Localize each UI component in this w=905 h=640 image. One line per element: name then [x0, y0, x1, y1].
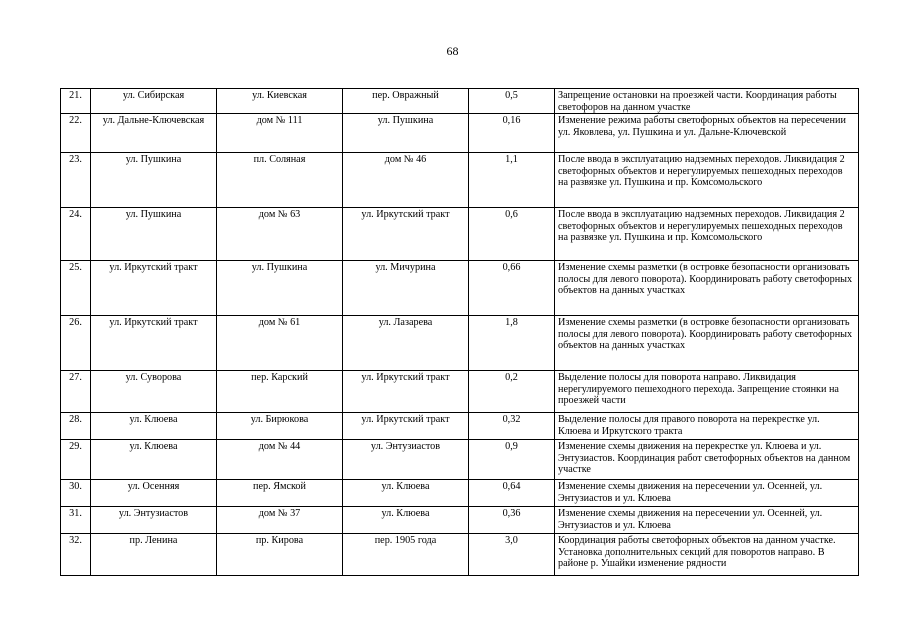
to-cell: ул. Иркутский тракт: [343, 371, 469, 413]
measure-cell: Изменение схемы разметки (в островке безопасности организовать полосы для левого поворота). Координировать работу светофорных объектов на данных участках: [555, 261, 859, 316]
street-cell: ул. Дальне-Ключевская: [91, 114, 217, 153]
to-cell: ул. Клюева: [343, 480, 469, 507]
length-cell: 0,36: [469, 507, 555, 534]
to-cell: ул. Клюева: [343, 507, 469, 534]
to-cell: ул. Энтузиастов: [343, 440, 469, 480]
from-cell: пер. Ямской: [217, 480, 343, 507]
measure-cell: Изменение схемы движения на перекрестке ул. Клюева и ул. Энтузиастов. Координация работ светофорных объектов на данном участке: [555, 440, 859, 480]
table-row: [61, 371, 859, 413]
measure-cell: Выделение полосы для поворота направо. Ликвидация нерегулируемого пешеходного перехода. Запрещение стоянки на проезжей части: [555, 371, 859, 413]
street-cell: ул. Осенняя: [91, 480, 217, 507]
table-row: [61, 208, 859, 261]
table-row: [61, 316, 859, 371]
street-cell: ул. Суворова: [91, 371, 217, 413]
from-cell: пер. Карский: [217, 371, 343, 413]
street-cell: ул. Иркутский тракт: [91, 261, 217, 316]
length-cell: 3,0: [469, 534, 555, 576]
measure-cell: Изменение режима работы светофорных объектов на пересечении ул. Яковлева, ул. Пушкина и ул. Дальне-Ключевской: [555, 114, 859, 153]
from-cell: ул. Киевская: [217, 89, 343, 114]
road-measures-table: [60, 88, 859, 576]
to-cell: ул. Мичурина: [343, 261, 469, 316]
from-cell: дом № 111: [217, 114, 343, 153]
table-row: [61, 480, 859, 507]
page-number: 68: [446, 44, 459, 58]
row-number: 29.: [61, 440, 91, 480]
street-cell: ул. Пушкина: [91, 153, 217, 208]
length-cell: 0,66: [469, 261, 555, 316]
from-cell: пр. Кирова: [217, 534, 343, 576]
to-cell: дом № 46: [343, 153, 469, 208]
row-number: 28.: [61, 413, 91, 440]
street-cell: ул. Клюева: [91, 413, 217, 440]
length-cell: 0,5: [469, 89, 555, 114]
length-cell: 0,16: [469, 114, 555, 153]
table-row: [61, 261, 859, 316]
measure-cell: Изменение схемы разметки (в островке безопасности организовать полосы для левого поворота). Координировать работу светофорных объектов на данных участках: [555, 316, 859, 371]
row-number: 23.: [61, 153, 91, 208]
measure-cell: Изменение схемы движения на пересечении ул. Осенней, ул. Энтузиастов и ул. Клюева: [555, 507, 859, 534]
table-row: [61, 114, 859, 153]
to-cell: ул. Лазарева: [343, 316, 469, 371]
table-row: [61, 153, 859, 208]
to-cell: ул. Иркутский тракт: [343, 413, 469, 440]
from-cell: ул. Бирюкова: [217, 413, 343, 440]
street-cell: ул. Сибирская: [91, 89, 217, 114]
length-cell: 1,1: [469, 153, 555, 208]
to-cell: ул. Пушкина: [343, 114, 469, 153]
row-number: 32.: [61, 534, 91, 576]
row-number: 30.: [61, 480, 91, 507]
street-cell: ул. Энтузиастов: [91, 507, 217, 534]
measure-cell: Выделение полосы для правого поворота на перекрестке ул. Клюева и Иркутского тракта: [555, 413, 859, 440]
measure-cell: Запрещение остановки на проезжей части. Координация работы светофоров на данном участке: [555, 89, 859, 114]
from-cell: пл. Соляная: [217, 153, 343, 208]
table-row: [61, 440, 859, 480]
to-cell: ул. Иркутский тракт: [343, 208, 469, 261]
table-row: [61, 89, 859, 114]
table-row: [61, 413, 859, 440]
from-cell: ул. Пушкина: [217, 261, 343, 316]
table-row: [61, 534, 859, 576]
row-number: 27.: [61, 371, 91, 413]
row-number: 22.: [61, 114, 91, 153]
length-cell: 0,32: [469, 413, 555, 440]
length-cell: 0,2: [469, 371, 555, 413]
measure-cell: Координация работы светофорных объектов на данном участке. Установка дополнительных секций для поворотов направо. В районе р. Ушайки изменение рядности: [555, 534, 859, 576]
to-cell: пер. Овражный: [343, 89, 469, 114]
row-number: 24.: [61, 208, 91, 261]
table-row: [61, 507, 859, 534]
length-cell: 0,6: [469, 208, 555, 261]
row-number: 21.: [61, 89, 91, 114]
row-number: 25.: [61, 261, 91, 316]
row-number: 31.: [61, 507, 91, 534]
street-cell: ул. Пушкина: [91, 208, 217, 261]
from-cell: дом № 37: [217, 507, 343, 534]
length-cell: 0,9: [469, 440, 555, 480]
row-number: 26.: [61, 316, 91, 371]
measure-cell: После ввода в эксплуатацию надземных переходов. Ликвидация 2 светофорных объектов и нерегулируемых пешеходных переходов на развязке ул. Пушкина и пр. Комсомольского: [555, 153, 859, 208]
from-cell: дом № 44: [217, 440, 343, 480]
to-cell: пер. 1905 года: [343, 534, 469, 576]
length-cell: 0,64: [469, 480, 555, 507]
street-cell: ул. Клюева: [91, 440, 217, 480]
street-cell: ул. Иркутский тракт: [91, 316, 217, 371]
from-cell: дом № 63: [217, 208, 343, 261]
from-cell: дом № 61: [217, 316, 343, 371]
measure-cell: Изменение схемы движения на пересечении ул. Осенней, ул. Энтузиастов и ул. Клюева: [555, 480, 859, 507]
table-body: [61, 89, 859, 576]
measure-cell: После ввода в эксплуатацию надземных переходов. Ликвидация 2 светофорных объектов и нерегулируемых пешеходных переходов на развязке ул. Пушкина и пр. Комсомольского: [555, 208, 859, 261]
length-cell: 1,8: [469, 316, 555, 371]
street-cell: пр. Ленина: [91, 534, 217, 576]
